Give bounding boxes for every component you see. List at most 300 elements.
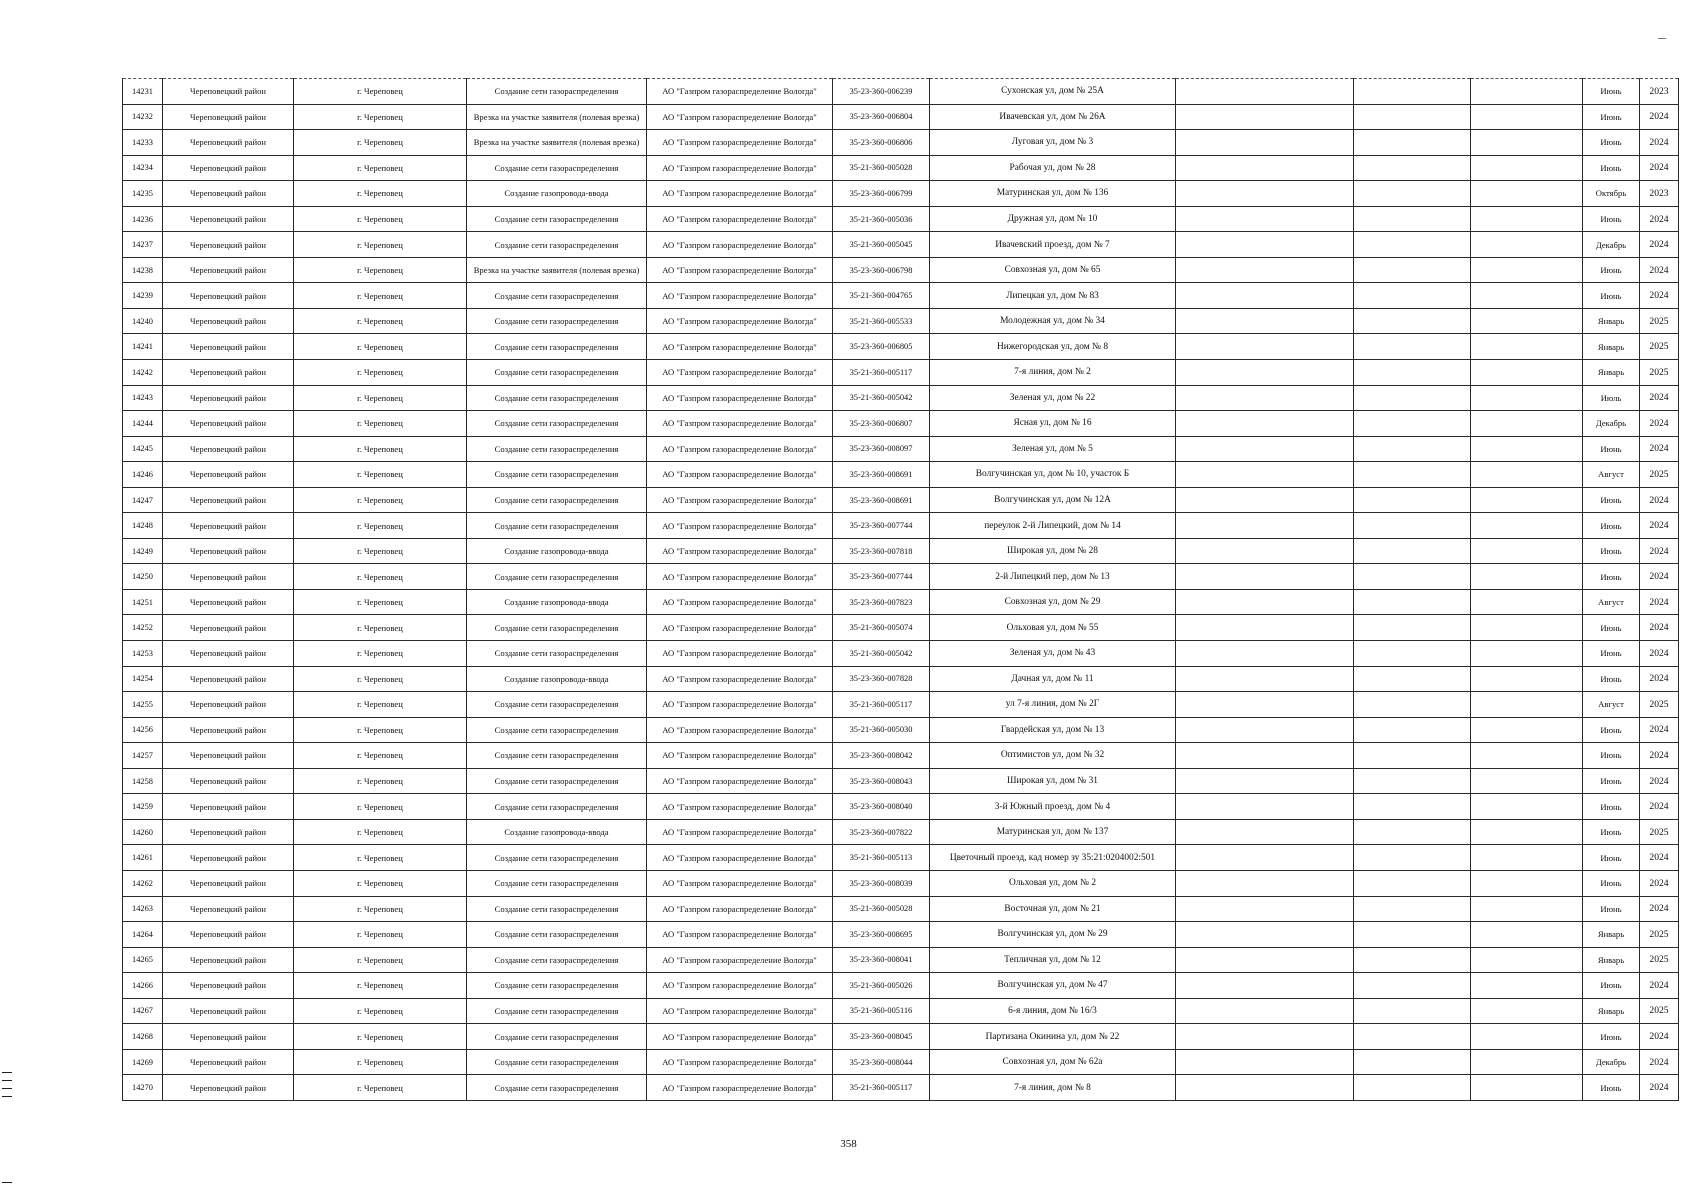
cell-district: Череповецкий район xyxy=(163,155,294,181)
cell-code: 35-21-360-005026 xyxy=(833,973,930,999)
cell-n: 14266 xyxy=(123,973,163,999)
cell-n: 14248 xyxy=(123,513,163,539)
cell-work: Создание сети газораспределения xyxy=(467,232,647,258)
cell-empty xyxy=(1471,206,1583,232)
cell-city: г. Череповец xyxy=(294,79,467,105)
cell-empty xyxy=(1354,1075,1471,1101)
table-row xyxy=(123,794,1679,820)
cell-work: Создание сети газораспределения xyxy=(467,794,647,820)
cell-work: Создание сети газораспределения xyxy=(467,1049,647,1075)
cell-n: 14265 xyxy=(123,947,163,973)
table-row xyxy=(123,845,1679,871)
cell-work: Создание сети газораспределения xyxy=(467,206,647,232)
cell-address: Дружная ул, дом № 10 xyxy=(930,206,1176,232)
cell-district: Череповецкий район xyxy=(163,513,294,539)
corner-mark xyxy=(1658,38,1666,39)
cell-city: г. Череповец xyxy=(294,513,467,539)
margin-mark xyxy=(2,1088,12,1089)
cell-n: 14233 xyxy=(123,130,163,156)
cell-empty xyxy=(1354,947,1471,973)
cell-n: 14236 xyxy=(123,206,163,232)
cell-district: Череповецкий район xyxy=(163,308,294,334)
cell-org: АО "Газпром газораспределение Вологда" xyxy=(647,896,833,922)
cell-empty xyxy=(1176,283,1354,309)
cell-district: Череповецкий район xyxy=(163,1075,294,1101)
cell-empty xyxy=(1354,1024,1471,1050)
cell-n: 14249 xyxy=(123,538,163,564)
cell-empty xyxy=(1471,973,1583,999)
cell-address: Ольховая ул, дом № 2 xyxy=(930,870,1176,896)
cell-month: Июнь xyxy=(1583,257,1640,283)
cell-org: АО "Газпром газораспределение Вологда" xyxy=(647,947,833,973)
cell-empty xyxy=(1176,436,1354,462)
cell-address: Совхозная ул, дом № 29 xyxy=(930,589,1176,615)
cell-address: Зеленая ул, дом № 5 xyxy=(930,436,1176,462)
cell-district: Череповецкий район xyxy=(163,1024,294,1050)
cell-month: Декабрь xyxy=(1583,411,1640,437)
cell-month: Июнь xyxy=(1583,896,1640,922)
cell-district: Череповецкий район xyxy=(163,538,294,564)
margin-mark xyxy=(2,1080,12,1081)
cell-empty xyxy=(1354,870,1471,896)
cell-month: Январь xyxy=(1583,922,1640,948)
cell-org: АО "Газпром газораспределение Вологда" xyxy=(647,308,833,334)
cell-month: Июнь xyxy=(1583,104,1640,130)
cell-work: Создание газопровода-ввода xyxy=(467,819,647,845)
cell-year: 2024 xyxy=(1640,1024,1679,1050)
cell-month: Январь xyxy=(1583,308,1640,334)
cell-empty xyxy=(1471,385,1583,411)
cell-district: Череповецкий район xyxy=(163,487,294,513)
cell-empty xyxy=(1176,308,1354,334)
cell-address: Ясная ул, дом № 16 xyxy=(930,411,1176,437)
cell-empty xyxy=(1471,1049,1583,1075)
cell-district: Череповецкий район xyxy=(163,130,294,156)
cell-city: г. Череповец xyxy=(294,538,467,564)
cell-city: г. Череповец xyxy=(294,896,467,922)
cell-month: Июнь xyxy=(1583,1024,1640,1050)
cell-work: Создание сети газораспределения xyxy=(467,155,647,181)
cell-empty xyxy=(1471,819,1583,845)
table-row xyxy=(123,870,1679,896)
table-row xyxy=(123,1049,1679,1075)
cell-year: 2024 xyxy=(1640,1075,1679,1101)
margin-mark xyxy=(2,1182,12,1183)
cell-address: 7-я линия, дом № 8 xyxy=(930,1075,1176,1101)
cell-district: Череповецкий район xyxy=(163,743,294,769)
cell-code: 35-23-360-006239 xyxy=(833,79,930,105)
table-row xyxy=(123,743,1679,769)
cell-work: Создание сети газораспределения xyxy=(467,615,647,641)
cell-empty xyxy=(1176,385,1354,411)
cell-address: Матуринская ул, дом № 137 xyxy=(930,819,1176,845)
cell-city: г. Череповец xyxy=(294,564,467,590)
cell-code: 35-21-360-005533 xyxy=(833,308,930,334)
cell-year: 2024 xyxy=(1640,436,1679,462)
cell-district: Череповецкий район xyxy=(163,564,294,590)
cell-empty xyxy=(1176,692,1354,718)
cell-work: Создание сети газораспределения xyxy=(467,845,647,871)
cell-year: 2024 xyxy=(1640,104,1679,130)
cell-empty xyxy=(1176,922,1354,948)
cell-work: Создание газопровода-ввода xyxy=(467,666,647,692)
cell-district: Череповецкий район xyxy=(163,257,294,283)
cell-empty xyxy=(1471,462,1583,488)
cell-address: 2-й Липецкий пер, дом № 13 xyxy=(930,564,1176,590)
cell-work: Создание сети газораспределения xyxy=(467,768,647,794)
cell-year: 2024 xyxy=(1640,743,1679,769)
cell-year: 2025 xyxy=(1640,947,1679,973)
cell-month: Июнь xyxy=(1583,79,1640,105)
cell-org: АО "Газпром газораспределение Вологда" xyxy=(647,104,833,130)
cell-year: 2024 xyxy=(1640,768,1679,794)
cell-n: 14263 xyxy=(123,896,163,922)
cell-empty xyxy=(1471,896,1583,922)
cell-year: 2025 xyxy=(1640,819,1679,845)
cell-n: 14259 xyxy=(123,794,163,820)
cell-month: Июнь xyxy=(1583,1075,1640,1101)
cell-empty xyxy=(1471,308,1583,334)
cell-district: Череповецкий район xyxy=(163,181,294,207)
cell-year: 2025 xyxy=(1640,308,1679,334)
cell-city: г. Череповец xyxy=(294,411,467,437)
cell-code: 35-23-360-008695 xyxy=(833,922,930,948)
cell-org: АО "Газпром газораспределение Вологда" xyxy=(647,487,833,513)
cell-work: Создание газопровода-ввода xyxy=(467,589,647,615)
cell-work: Создание сети газораспределения xyxy=(467,385,647,411)
cell-month: Июнь xyxy=(1583,615,1640,641)
cell-org: АО "Газпром газораспределение Вологда" xyxy=(647,666,833,692)
cell-empty xyxy=(1471,743,1583,769)
cell-city: г. Череповец xyxy=(294,334,467,360)
cell-n: 14255 xyxy=(123,692,163,718)
cell-empty xyxy=(1176,819,1354,845)
cell-year: 2024 xyxy=(1640,206,1679,232)
cell-org: АО "Газпром газораспределение Вологда" xyxy=(647,385,833,411)
cell-empty xyxy=(1176,79,1354,105)
cell-empty xyxy=(1354,973,1471,999)
cell-address: Оптимистов ул, дом № 32 xyxy=(930,743,1176,769)
cell-address: Зеленая ул, дом № 22 xyxy=(930,385,1176,411)
cell-district: Череповецкий район xyxy=(163,283,294,309)
cell-address: Цветочный проезд, кад номер зу 35:21:0204002:501 xyxy=(930,845,1176,871)
cell-work: Создание сети газораспределения xyxy=(467,692,647,718)
cell-empty xyxy=(1354,819,1471,845)
cell-year: 2024 xyxy=(1640,487,1679,513)
cell-code: 35-23-360-008691 xyxy=(833,462,930,488)
cell-address: Совхозная ул, дом № 62а xyxy=(930,1049,1176,1075)
cell-empty xyxy=(1471,360,1583,386)
cell-empty xyxy=(1354,79,1471,105)
cell-work: Создание сети газораспределения xyxy=(467,743,647,769)
table-row xyxy=(123,922,1679,948)
cell-empty xyxy=(1354,257,1471,283)
table-row xyxy=(123,283,1679,309)
cell-org: АО "Газпром газораспределение Вологда" xyxy=(647,743,833,769)
cell-city: г. Череповец xyxy=(294,385,467,411)
cell-city: г. Череповец xyxy=(294,360,467,386)
cell-empty xyxy=(1354,666,1471,692)
cell-district: Череповецкий район xyxy=(163,947,294,973)
cell-month: Июнь xyxy=(1583,283,1640,309)
cell-code: 35-21-360-005116 xyxy=(833,998,930,1024)
cell-empty xyxy=(1471,232,1583,258)
table-row xyxy=(123,717,1679,743)
cell-city: г. Череповец xyxy=(294,155,467,181)
cell-org: АО "Газпром газораспределение Вологда" xyxy=(647,334,833,360)
cell-code: 35-23-360-008045 xyxy=(833,1024,930,1050)
cell-month: Декабрь xyxy=(1583,232,1640,258)
cell-district: Череповецкий район xyxy=(163,845,294,871)
cell-address: Нижегородская ул, дом № 8 xyxy=(930,334,1176,360)
cell-city: г. Череповец xyxy=(294,794,467,820)
cell-work: Создание сети газораспределения xyxy=(467,411,647,437)
cell-empty xyxy=(1471,538,1583,564)
cell-address: Зеленая ул, дом № 43 xyxy=(930,641,1176,667)
cell-year: 2024 xyxy=(1640,513,1679,539)
cell-empty xyxy=(1354,283,1471,309)
cell-address: Волгучинская ул, дом № 10, участок Б xyxy=(930,462,1176,488)
cell-code: 35-23-360-006799 xyxy=(833,181,930,207)
cell-empty xyxy=(1176,513,1354,539)
cell-n: 14231 xyxy=(123,79,163,105)
cell-address: Сухонская ул, дом № 25А xyxy=(930,79,1176,105)
cell-district: Череповецкий район xyxy=(163,717,294,743)
cell-city: г. Череповец xyxy=(294,922,467,948)
cell-address: Ивачевская ул, дом № 26А xyxy=(930,104,1176,130)
cell-empty xyxy=(1471,334,1583,360)
cell-empty xyxy=(1354,896,1471,922)
cell-address: Совхозная ул, дом № 65 xyxy=(930,257,1176,283)
table-row xyxy=(123,666,1679,692)
cell-empty xyxy=(1176,666,1354,692)
cell-empty xyxy=(1176,130,1354,156)
cell-n: 14262 xyxy=(123,870,163,896)
cell-empty xyxy=(1176,768,1354,794)
cell-n: 14242 xyxy=(123,360,163,386)
cell-code: 35-23-360-008039 xyxy=(833,870,930,896)
table-row xyxy=(123,104,1679,130)
cell-work: Создание сети газораспределения xyxy=(467,947,647,973)
cell-empty xyxy=(1176,232,1354,258)
cell-work: Создание сети газораспределения xyxy=(467,487,647,513)
cell-district: Череповецкий район xyxy=(163,206,294,232)
cell-address: Гвардейская ул, дом № 13 xyxy=(930,717,1176,743)
cell-empty xyxy=(1471,487,1583,513)
cell-empty xyxy=(1354,692,1471,718)
cell-address: Восточная ул, дом № 21 xyxy=(930,896,1176,922)
cell-work: Создание сети газораспределения xyxy=(467,896,647,922)
table-row xyxy=(123,589,1679,615)
cell-code: 35-23-360-008040 xyxy=(833,794,930,820)
cell-city: г. Череповец xyxy=(294,743,467,769)
cell-address: Волгучинская ул, дом № 12А xyxy=(930,487,1176,513)
cell-empty xyxy=(1471,436,1583,462)
table-row xyxy=(123,436,1679,462)
cell-org: АО "Газпром газораспределение Вологда" xyxy=(647,411,833,437)
cell-city: г. Череповец xyxy=(294,641,467,667)
cell-month: Июнь xyxy=(1583,564,1640,590)
cell-n: 14252 xyxy=(123,615,163,641)
cell-address: 7-я линия, дом № 2 xyxy=(930,360,1176,386)
cell-empty xyxy=(1354,641,1471,667)
cell-org: АО "Газпром газораспределение Вологда" xyxy=(647,768,833,794)
cell-code: 35-23-360-006804 xyxy=(833,104,930,130)
cell-code: 35-23-360-008097 xyxy=(833,436,930,462)
cell-code: 35-23-360-008044 xyxy=(833,1049,930,1075)
cell-year: 2023 xyxy=(1640,79,1679,105)
cell-empty xyxy=(1471,181,1583,207)
cell-year: 2025 xyxy=(1640,922,1679,948)
cell-code: 35-21-360-005074 xyxy=(833,615,930,641)
table-row xyxy=(123,360,1679,386)
cell-district: Череповецкий район xyxy=(163,973,294,999)
cell-empty xyxy=(1354,845,1471,871)
cell-city: г. Череповец xyxy=(294,998,467,1024)
cell-work: Создание сети газораспределения xyxy=(467,283,647,309)
cell-n: 14268 xyxy=(123,1024,163,1050)
cell-empty xyxy=(1471,79,1583,105)
cell-org: АО "Газпром газораспределение Вологда" xyxy=(647,589,833,615)
cell-work: Создание сети газораспределения xyxy=(467,1024,647,1050)
cell-n: 14235 xyxy=(123,181,163,207)
cell-empty xyxy=(1176,487,1354,513)
cell-empty xyxy=(1471,870,1583,896)
cell-city: г. Череповец xyxy=(294,462,467,488)
cell-empty xyxy=(1354,998,1471,1024)
cell-empty xyxy=(1354,232,1471,258)
cell-year: 2024 xyxy=(1640,564,1679,590)
cell-empty xyxy=(1471,947,1583,973)
cell-city: г. Череповец xyxy=(294,692,467,718)
cell-address: Дачная ул, дом № 11 xyxy=(930,666,1176,692)
cell-code: 35-21-360-004765 xyxy=(833,283,930,309)
cell-org: АО "Газпром газораспределение Вологда" xyxy=(647,513,833,539)
cell-empty xyxy=(1354,538,1471,564)
cell-code: 35-21-360-005042 xyxy=(833,385,930,411)
cell-empty xyxy=(1354,206,1471,232)
cell-work: Создание сети газораспределения xyxy=(467,717,647,743)
cell-district: Череповецкий район xyxy=(163,896,294,922)
cell-empty xyxy=(1471,666,1583,692)
cell-empty xyxy=(1176,998,1354,1024)
cell-code: 35-23-360-006807 xyxy=(833,411,930,437)
cell-empty xyxy=(1471,283,1583,309)
cell-empty xyxy=(1354,487,1471,513)
cell-year: 2024 xyxy=(1640,1049,1679,1075)
cell-empty xyxy=(1471,922,1583,948)
cell-code: 35-23-360-007822 xyxy=(833,819,930,845)
cell-year: 2024 xyxy=(1640,870,1679,896)
cell-n: 14251 xyxy=(123,589,163,615)
cell-work: Создание сети газораспределения xyxy=(467,462,647,488)
cell-work: Создание сети газораспределения xyxy=(467,334,647,360)
cell-district: Череповецкий район xyxy=(163,462,294,488)
cell-month: Июнь xyxy=(1583,717,1640,743)
cell-org: АО "Газпром газораспределение Вологда" xyxy=(647,130,833,156)
cell-empty xyxy=(1176,1024,1354,1050)
cell-empty xyxy=(1471,564,1583,590)
cell-n: 14245 xyxy=(123,436,163,462)
cell-org: АО "Газпром газораспределение Вологда" xyxy=(647,257,833,283)
cell-empty xyxy=(1176,206,1354,232)
cell-org: АО "Газпром газораспределение Вологда" xyxy=(647,232,833,258)
cell-code: 35-23-360-008041 xyxy=(833,947,930,973)
cell-code: 35-21-360-005113 xyxy=(833,845,930,871)
cell-city: г. Череповец xyxy=(294,1049,467,1075)
cell-org: АО "Газпром газораспределение Вологда" xyxy=(647,436,833,462)
cell-work: Создание сети газораспределения xyxy=(467,1075,647,1101)
cell-code: 35-21-360-005036 xyxy=(833,206,930,232)
cell-empty xyxy=(1176,743,1354,769)
table-row xyxy=(123,206,1679,232)
cell-city: г. Череповец xyxy=(294,104,467,130)
table-row xyxy=(123,487,1679,513)
cell-org: АО "Газпром газораспределение Вологда" xyxy=(647,845,833,871)
cell-address: переулок 2-й Липецкий, дом № 14 xyxy=(930,513,1176,539)
cell-code: 35-23-360-008691 xyxy=(833,487,930,513)
cell-city: г. Череповец xyxy=(294,615,467,641)
cell-code: 35-21-360-005030 xyxy=(833,717,930,743)
cell-month: Декабрь xyxy=(1583,1049,1640,1075)
cell-n: 14261 xyxy=(123,845,163,871)
cell-work: Создание сети газораспределения xyxy=(467,308,647,334)
cell-empty xyxy=(1176,589,1354,615)
cell-empty xyxy=(1471,257,1583,283)
cell-code: 35-21-360-005028 xyxy=(833,896,930,922)
cell-year: 2023 xyxy=(1640,181,1679,207)
cell-code: 35-21-360-005117 xyxy=(833,360,930,386)
cell-year: 2025 xyxy=(1640,334,1679,360)
cell-n: 14247 xyxy=(123,487,163,513)
cell-year: 2024 xyxy=(1640,896,1679,922)
cell-org: АО "Газпром газораспределение Вологда" xyxy=(647,615,833,641)
cell-empty xyxy=(1354,743,1471,769)
cell-empty xyxy=(1471,1075,1583,1101)
cell-n: 14232 xyxy=(123,104,163,130)
table-row xyxy=(123,641,1679,667)
margin-mark xyxy=(2,1096,12,1097)
cell-month: Октябрь xyxy=(1583,181,1640,207)
table-row xyxy=(123,462,1679,488)
cell-org: АО "Газпром газораспределение Вологда" xyxy=(647,819,833,845)
cell-empty xyxy=(1176,973,1354,999)
cell-city: г. Череповец xyxy=(294,1075,467,1101)
cell-city: г. Череповец xyxy=(294,206,467,232)
cell-empty xyxy=(1354,155,1471,181)
cell-city: г. Череповец xyxy=(294,257,467,283)
cell-empty xyxy=(1176,411,1354,437)
table-row xyxy=(123,538,1679,564)
cell-district: Череповецкий район xyxy=(163,768,294,794)
cell-empty xyxy=(1354,360,1471,386)
cell-district: Череповецкий район xyxy=(163,922,294,948)
cell-year: 2024 xyxy=(1640,615,1679,641)
cell-address: 6-я линия, дом № 16/3 xyxy=(930,998,1176,1024)
cell-month: Июнь xyxy=(1583,513,1640,539)
cell-work: Создание газопровода-ввода xyxy=(467,538,647,564)
cell-code: 35-23-360-007823 xyxy=(833,589,930,615)
table-row xyxy=(123,1024,1679,1050)
cell-empty xyxy=(1176,641,1354,667)
cell-n: 14234 xyxy=(123,155,163,181)
cell-empty xyxy=(1176,104,1354,130)
cell-month: Июнь xyxy=(1583,973,1640,999)
cell-work: Создание газопровода-ввода xyxy=(467,181,647,207)
cell-empty xyxy=(1354,922,1471,948)
cell-org: АО "Газпром газораспределение Вологда" xyxy=(647,155,833,181)
cell-org: АО "Газпром газораспределение Вологда" xyxy=(647,564,833,590)
